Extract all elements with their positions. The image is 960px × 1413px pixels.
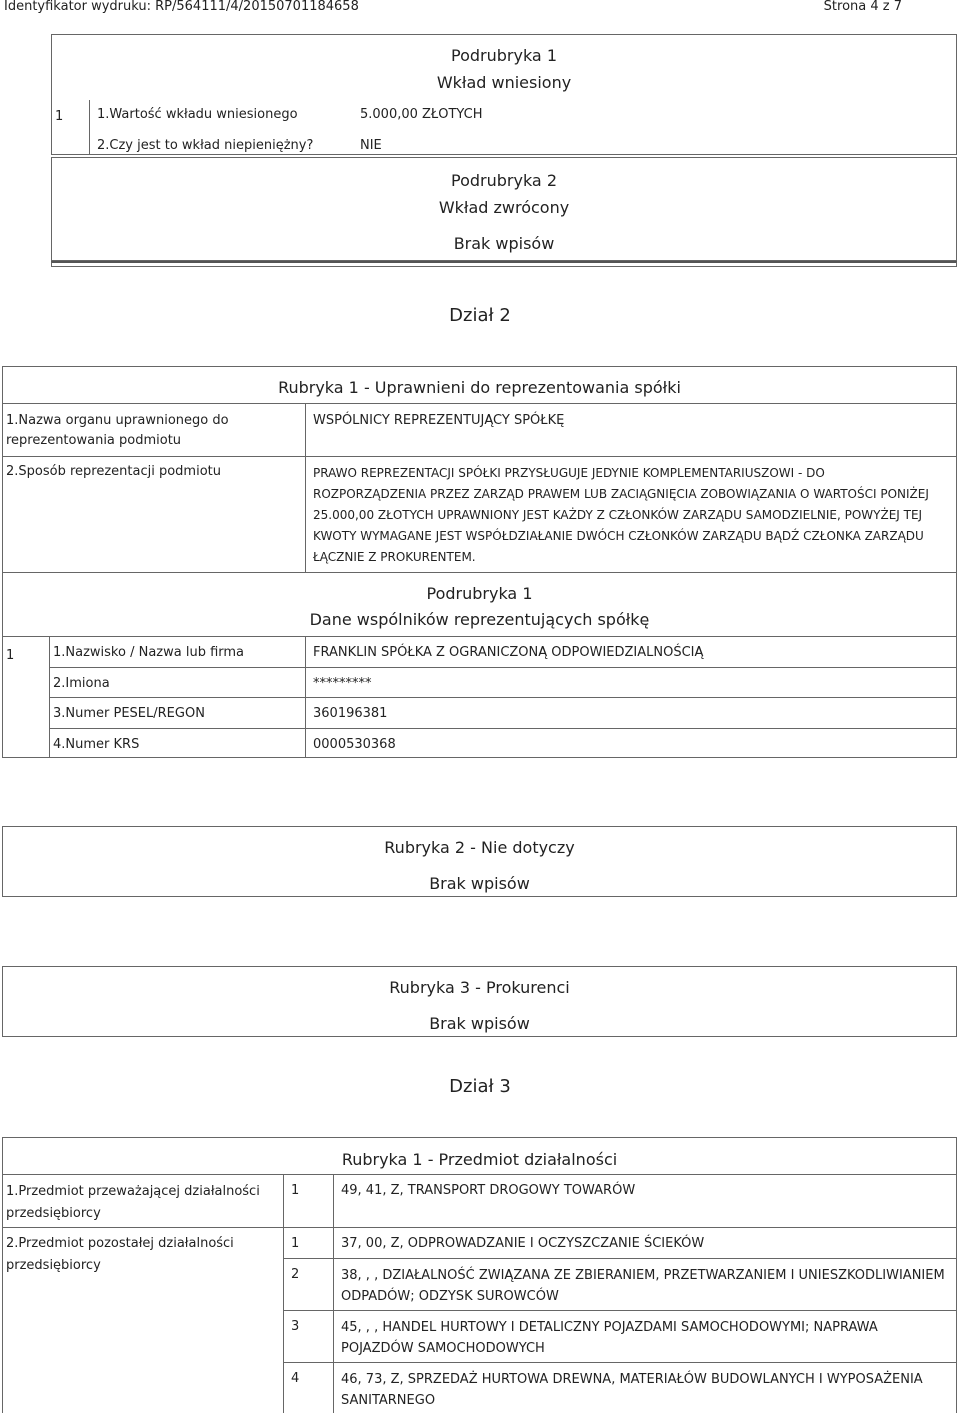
field-value: PRAWO REPREZENTACJI SPÓŁKI PRZYSŁUGUJE JEDYNIE KOMPLEMENTARIUSZOWI - DO ROZPORZĄDZENIA PRZEZ ZARZĄD PRAWEM LUB ZACIĄGNIĘCIA ZOBOWIĄZANIA O WARTOŚCI PONIŻEJ 25.000,00 ZŁOTYCH UPRAWNIONY JEST KAŻDY Z CZŁONKÓW ZARZĄDU SAMODZIELNIE, POWYŻEJ TEJ KWOTY WYMAGANE JEST WSPÓŁDZIAŁANIE DWÓCH CZŁONKÓW ZARZĄDU BĄDŹ CZŁONKA ZARZĄDU ŁĄCZNIE Z PROKURENTEM.: [313, 466, 929, 564]
item-number: 3: [291, 1319, 300, 1334]
empty-entries: Brak wpisów: [429, 874, 530, 893]
field-label: 3.Numer PESEL/REGON: [53, 706, 205, 721]
field-value: FRANKLIN SPÓŁKA Z OGRANICZONĄ ODPOWIEDZIALNOŚCIĄ: [313, 645, 704, 660]
field-value: NIE: [360, 138, 382, 153]
subsection-title: Podrubryka 2: [451, 171, 557, 190]
field-label: 1.Nazwa organu uprawnionego do reprezentowania podmiotu: [6, 413, 229, 448]
field-label: 2.Czy jest to wkład niepieniężny?: [97, 138, 314, 153]
field-label: 2.Sposób reprezentacji podmiotu: [6, 464, 221, 479]
field-value: 360196381: [313, 706, 388, 721]
rubric-title: Rubryka 2 - Nie dotyczy: [384, 838, 575, 857]
section-title: Dział 2: [449, 305, 511, 326]
item-number: 4: [291, 1371, 300, 1386]
page-number: Strona 4 z 7: [823, 0, 902, 14]
activity-item: 38, , , DZIAŁALNOŚĆ ZWIĄZANA ZE ZBIERANIEM, PRZETWARZANIEM I UNIESZKODLIWIANIEM ODPADÓW; ODZYSK SUROWCÓW: [341, 1268, 945, 1304]
subsection-subtitle: Dane wspólników reprezentujących spółkę: [309, 610, 650, 629]
field-label: 1.Przedmiot przeważającej działalności przedsiębiorcy: [6, 1184, 260, 1221]
subsection-title: Podrubryka 1: [426, 584, 533, 603]
activity-item: 49, 41, Z, TRANSPORT DROGOWY TOWARÓW: [341, 1183, 636, 1198]
field-label: 2.Przedmiot pozostałej działalności przedsiębiorcy: [6, 1236, 234, 1273]
field-value: *********: [313, 676, 372, 691]
row-number: 1: [55, 109, 64, 124]
empty-entries: Brak wpisów: [429, 1014, 530, 1033]
field-label: 2.Imiona: [53, 676, 110, 691]
rubric-title: Rubryka 1 - Uprawnieni do reprezentowania spółki: [278, 378, 681, 397]
activity-item: 46, 73, Z, SPRZEDAŻ HURTOWA DREWNA, MATERIAŁÓW BUDOWLANYCH I WYPOSAŻENIA SANITARNEGO: [341, 1372, 923, 1408]
activity-item: 37, 00, Z, ODPROWADZANIE I OCZYSZCZANIE ŚCIEKÓW: [341, 1236, 705, 1251]
field-value: 5.000,00 ZŁOTYCH: [360, 107, 483, 122]
activity-item: 45, , , HANDEL HURTOWY I DETALICZNY POJAZDAMI SAMOCHODOWYMI; NAPRAWA POJAZDÓW SAMOCHODOWYCH: [341, 1320, 878, 1356]
item-number: 1: [291, 1236, 300, 1251]
subsection-subtitle: Wkład zwrócony: [438, 198, 570, 217]
field-value: 0000530368: [313, 737, 396, 752]
field-label: 1.Nazwisko / Nazwa lub firma: [53, 645, 245, 660]
item-number: 2: [291, 1267, 300, 1282]
empty-entries: Brak wpisów: [453, 234, 555, 253]
field-label: 4.Numer KRS: [53, 737, 140, 752]
rubric-title: Rubryka 1 - Przedmiot działalności: [341, 1150, 618, 1169]
field-label: 1.Wartość wkładu wniesionego: [97, 107, 298, 122]
row-number: 1: [6, 648, 15, 663]
section-title: Dział 3: [449, 1076, 511, 1097]
field-value: WSPÓLNICY REPREZENTUJĄCY SPÓŁKĘ: [313, 413, 565, 428]
rubric-title: Rubryka 3 - Prokurenci: [389, 978, 570, 997]
print-identifier: Identyfikator wydruku: RP/564111/4/20150701184658: [4, 0, 359, 14]
item-number: 1: [291, 1183, 300, 1198]
subsection-title: Podrubryka 1: [451, 46, 557, 65]
subsection-subtitle: Wkład wniesiony: [436, 73, 572, 92]
